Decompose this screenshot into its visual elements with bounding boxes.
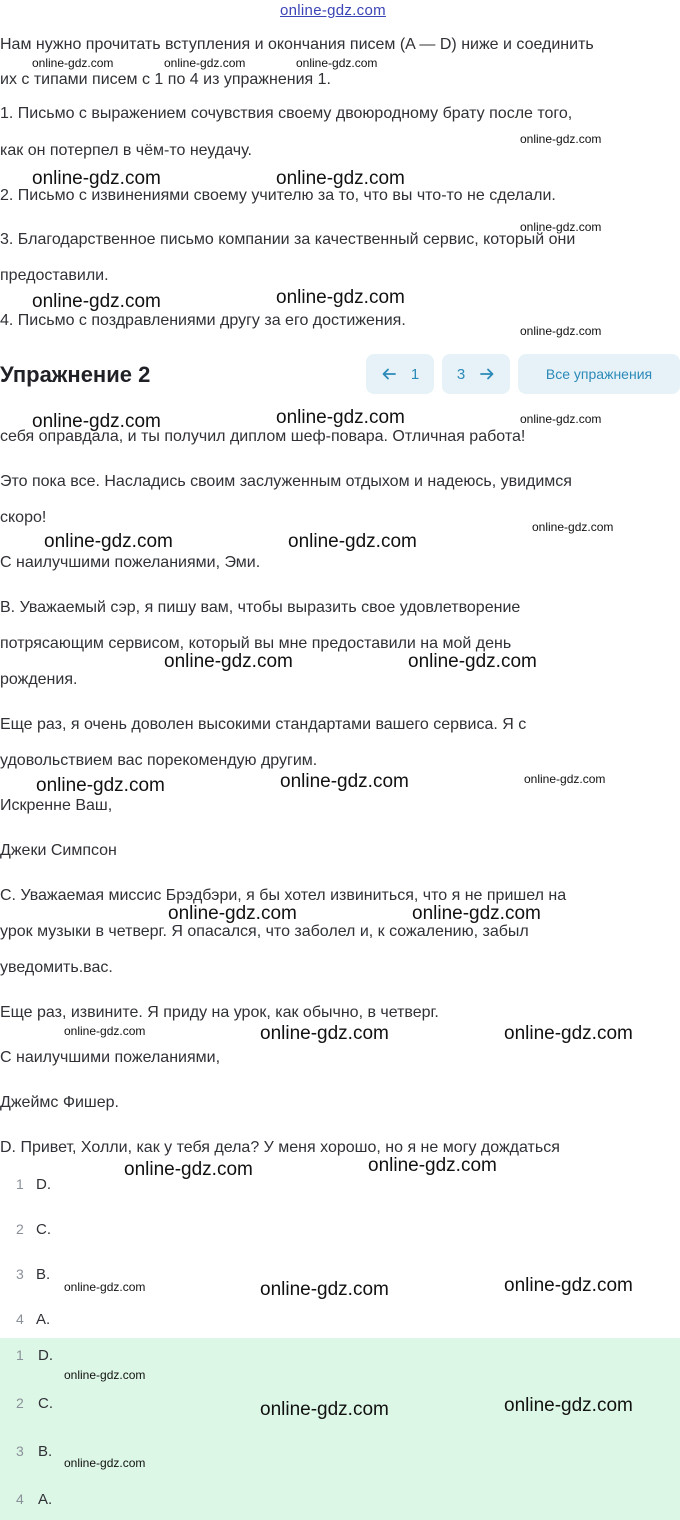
letter-line: удовольствием вас порекомендую другим. bbox=[0, 752, 318, 769]
prev-exercise-button[interactable] bbox=[366, 354, 434, 394]
letter-line: D. Привет, Холли, как у тебя дела? У меня хорошо, но я не могу дождаться bbox=[0, 1139, 560, 1156]
letter-line: урок музыки в четверг. Я опасался, что заболел и, к сожалению, забыл bbox=[0, 923, 529, 940]
watermark: online-gdz.com bbox=[532, 520, 614, 534]
watermark: online-gdz.com bbox=[276, 407, 405, 428]
watermark: online-gdz.com bbox=[164, 56, 246, 70]
letter-line: Искренне Ваш, bbox=[0, 797, 113, 814]
answer-number: 1 bbox=[16, 1176, 24, 1192]
answer-value: A. bbox=[38, 1491, 53, 1508]
watermark: online-gdz.com bbox=[276, 168, 405, 189]
watermark: online-gdz.com bbox=[32, 291, 161, 312]
answer-number: 4 bbox=[16, 1491, 24, 1507]
intro-item: 3. Благодарственное письмо компании за качественный сервис, который они bbox=[0, 231, 576, 248]
arrow-right-icon bbox=[479, 366, 495, 382]
watermark: online-gdz.com bbox=[520, 412, 602, 426]
letter-line: рождения. bbox=[0, 671, 78, 688]
answer-number: 4 bbox=[16, 1311, 24, 1327]
letter-line: Джеймс Фишер. bbox=[0, 1094, 119, 1111]
watermark: online-gdz.com bbox=[260, 1399, 389, 1420]
watermark: online-gdz.com bbox=[280, 771, 409, 792]
answer-value: C. bbox=[38, 1395, 53, 1412]
answer-number: 3 bbox=[16, 1443, 24, 1459]
answer-value: D. bbox=[36, 1176, 51, 1193]
watermark: online-gdz.com bbox=[64, 1456, 146, 1470]
all-exercises-button[interactable]: Все упражнения bbox=[518, 354, 680, 394]
intro-item: 4. Письмо с поздравлениями другу за его достижения. bbox=[0, 312, 406, 329]
watermark: online-gdz.com bbox=[520, 132, 602, 146]
intro-item: 2. Письмо с извинениями своему учителю за то, что вы что-то не сделали. bbox=[0, 187, 556, 204]
intro-item: 1. Письмо с выражением сочувствия своему двоюродному брату после того, bbox=[0, 105, 573, 122]
watermark: online-gdz.com bbox=[64, 1280, 146, 1294]
watermark: online-gdz.com bbox=[524, 772, 606, 786]
intro-line: их с типами писем с 1 по 4 из упражнения 1. bbox=[0, 71, 331, 88]
watermark: online-gdz.com bbox=[64, 1024, 146, 1038]
watermark: online-gdz.com bbox=[504, 1395, 633, 1416]
watermark: online-gdz.com bbox=[504, 1023, 633, 1044]
watermark: online-gdz.com bbox=[412, 903, 541, 924]
intro-item: предоставили. bbox=[0, 267, 109, 284]
prev-exercise-label: 1 bbox=[410, 365, 420, 383]
answer-number: 2 bbox=[16, 1395, 24, 1411]
intro-line: Нам нужно прочитать вступления и окончания писем (A — D) ниже и соединить bbox=[0, 36, 594, 53]
letter-line: Еще раз, извините. Я приду на урок, как обычно, в четверг. bbox=[0, 1004, 439, 1021]
arrow-left-icon bbox=[381, 366, 397, 382]
letter-line: Это пока все. Насладись своим заслуженным отдыхом и надеюсь, увидимся bbox=[0, 473, 572, 490]
watermark: online-gdz.com bbox=[276, 287, 405, 308]
watermark: online-gdz.com bbox=[368, 1155, 497, 1176]
watermark: online-gdz.com bbox=[520, 324, 602, 338]
letter-line: скоро! bbox=[0, 509, 47, 526]
answer-value: A. bbox=[36, 1311, 51, 1328]
watermark: online-gdz.com bbox=[164, 651, 293, 672]
letter-line: себя оправдала, и ты получил диплом шеф-повара. Отличная работа! bbox=[0, 428, 526, 445]
answer-number: 3 bbox=[16, 1266, 24, 1282]
answer-value: B. bbox=[36, 1266, 51, 1283]
next-exercise-label: 3 bbox=[456, 365, 466, 383]
watermark: online-gdz.com bbox=[32, 168, 161, 189]
answer-value: D. bbox=[38, 1347, 53, 1364]
watermark: online-gdz.com bbox=[32, 411, 161, 432]
letter-line: Еще раз, я очень доволен высокими стандартами вашего сервиса. Я с bbox=[0, 716, 527, 733]
watermark-top: online-gdz.com bbox=[280, 2, 386, 19]
watermark: online-gdz.com bbox=[504, 1275, 633, 1296]
intro-item: как он потерпел в чём-то неудачу. bbox=[0, 142, 252, 159]
watermark: online-gdz.com bbox=[260, 1023, 389, 1044]
answer-panel bbox=[0, 1338, 680, 1520]
watermark: online-gdz.com bbox=[520, 220, 602, 234]
watermark: online-gdz.com bbox=[296, 56, 378, 70]
watermark: online-gdz.com bbox=[36, 775, 165, 796]
watermark: online-gdz.com bbox=[64, 1368, 146, 1382]
letter-line: С наилучшими пожеланиями, bbox=[0, 1049, 221, 1066]
exercise-title: Упражнение 2 bbox=[0, 362, 151, 387]
letter-line: Джеки Симпсон bbox=[0, 842, 117, 859]
watermark: online-gdz.com bbox=[260, 1279, 389, 1300]
next-exercise-button[interactable] bbox=[442, 354, 510, 394]
letter-line: уведомить.вас. bbox=[0, 959, 113, 976]
answer-value: C. bbox=[36, 1221, 51, 1238]
watermark: online-gdz.com bbox=[44, 531, 173, 552]
answer-number: 1 bbox=[16, 1347, 24, 1363]
answer-number: 2 bbox=[16, 1221, 24, 1237]
letter-line: потрясающим сервисом, который вы мне предоставили на мой день bbox=[0, 635, 512, 652]
watermark: online-gdz.com bbox=[408, 651, 537, 672]
letter-line: С наилучшими пожеланиями, Эми. bbox=[0, 554, 261, 571]
letter-line: B. Уважаемый сэр, я пишу вам, чтобы выразить свое удовлетворение bbox=[0, 599, 521, 616]
watermark: online-gdz.com bbox=[288, 531, 417, 552]
watermark: online-gdz.com bbox=[124, 1159, 253, 1180]
watermark: online-gdz.com bbox=[32, 56, 114, 70]
watermark: online-gdz.com bbox=[168, 903, 297, 924]
letter-line: C. Уважаемая миссис Брэдбэри, я бы хотел извиниться, что я не пришел на bbox=[0, 887, 567, 904]
answer-value: B. bbox=[38, 1443, 53, 1460]
